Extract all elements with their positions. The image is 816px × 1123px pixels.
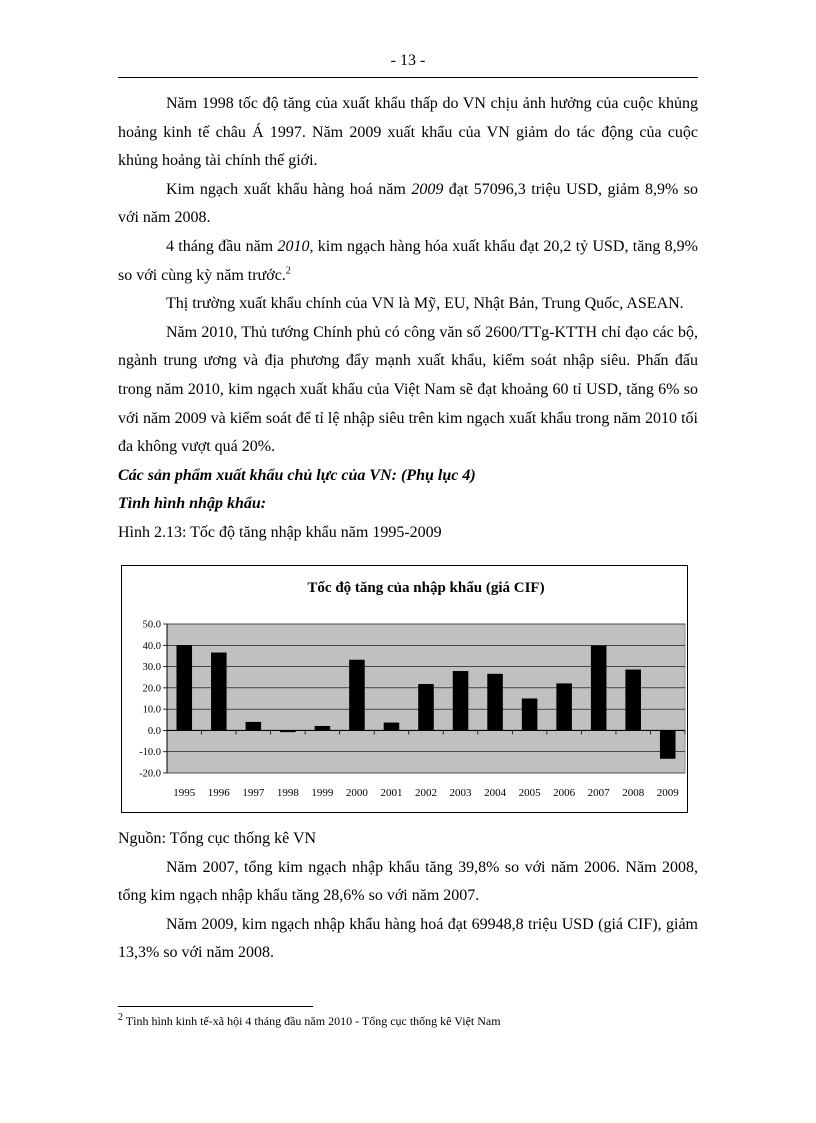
bar-1996 [211,653,227,731]
x-tick-label-1995: 1995 [173,787,196,799]
year-2009: 2009 [411,180,444,198]
y-tick-label: 50.0 [142,619,161,631]
header-rule [118,77,698,78]
bar-2007 [591,646,607,731]
bar-2006 [556,683,572,730]
bar-2000 [349,660,365,731]
import-growth-chart [121,565,688,813]
paragraph-7: Năm 2009, kim ngạch nhập khẩu hàng hoá đạt 69948,8 triệu USD (giá CIF), giảm 13,3% so với năm 2008. [118,915,698,962]
x-tick-label-2003: 2003 [449,787,472,799]
bar-2002 [418,684,434,730]
paragraph-1: Năm 1998 tốc độ tăng của xuất khẩu thấp do VN chịu ảnh hưởng của cuộc khủng hoảng kinh tế châu Á 1997. Năm 2009 xuất khẩu của VN giảm do tác động của cuộc khủng hoảng tài chính thế giới. [118,95,698,170]
paragraph-6: Năm 2007, tổng kim ngạch nhập khẩu tăng 39,8% so với năm 2006. Năm 2008, tổng kim ngạch nhập khẩu tăng 28,6% so với năm 2007. [118,858,698,905]
heading-export-products: Các sản phẩm xuất khẩu chủ lực của VN: (Phụ lục 4) [118,466,476,484]
footnote-reference[interactable]: 2 [285,265,291,277]
x-tick-label-2002: 2002 [415,787,437,799]
source-note: Nguồn: Tổng cục thống kê VN [118,830,317,847]
paragraph-5: Năm 2010, Thủ tướng Chính phủ có công văn số 2600/TTg-KTTH chỉ đạo các bộ, ngành trung ương và địa phương đẩy mạnh xuất khẩu, kiểm soát nhập siêu. Phấn đấu trong năm 2010, kim ngạch xuất khẩu của Việt Nam sẽ đạt khoảng 60 tỉ USD, tăng 6% so với năm 2009 và kiểm soát để tỉ lệ nhập siêu trên kim ngạch xuất khẩu trong năm 2010 tối đa không vượt quá 20%. [118,323,698,456]
x-tick-label-1998: 1998 [276,787,299,799]
y-tick-label: 30.0 [142,662,161,674]
y-tick-label: 0.0 [147,725,161,737]
year-2010: 2010 [277,237,310,255]
y-tick-label: 40.0 [142,640,161,652]
footnote-rule [118,1006,313,1007]
bar-2003 [453,671,469,730]
footnote-mark: 2 [118,1012,123,1023]
chart-title: Tốc độ tăng của nhập khẩu (giá CIF) [307,580,545,596]
y-tick-label: -20.0 [139,768,161,780]
footnote-text: Tình hình kinh tế-xã hội 4 tháng đầu năm 2010 - Tổng cục thống kê Việt Nam [123,1014,501,1028]
x-tick-label-2005: 2005 [518,787,541,799]
x-tick-label-2006: 2006 [553,787,576,799]
bar-1998 [280,730,296,732]
bar-2005 [522,699,538,731]
page-number: - 13 - [390,52,426,69]
body-text-bottom [118,825,698,968]
x-tick-label-2007: 2007 [587,787,610,799]
bar-1997 [246,722,262,731]
x-tick-label-1996: 1996 [207,787,230,799]
bar-1999 [315,726,331,730]
x-tick-label-2001: 2001 [380,787,403,799]
y-tick-label: 20.0 [142,683,161,695]
paragraph-2: Kim ngạch xuất khẩu hàng hoá năm 2009 đạt 57096,3 triệu USD, giảm 8,9% so với năm 2008. [118,180,699,227]
x-tick-label-2008: 2008 [622,787,645,799]
heading-import-situation: Tình hình nhập khẩu: [118,495,267,513]
bar-2001 [384,723,400,731]
bar-1995 [176,645,192,730]
x-tick-label-2004: 2004 [484,787,507,799]
bar-2008 [625,670,641,731]
paragraph-4: Thị trường xuất khẩu chính của VN là Mỹ, EU, Nhật Bản, Trung Quốc, ASEAN. [166,295,684,313]
x-tick-label-1999: 1999 [311,787,334,799]
y-tick-label: 10.0 [142,704,161,716]
figure-caption: Hình 2.13: Tốc độ tăng nhập khẩu năm 1995-2009 [118,523,442,541]
x-tick-label-2009: 2009 [656,787,679,799]
y-tick-label: -10.0 [139,747,161,759]
bar-2009 [660,730,676,758]
paragraph-3: 4 tháng đầu năm 2010, kim ngạch hàng hóa xuất khẩu đạt 20,2 tỷ USD, tăng 8,9% so với cùng kỳ năm trước.$^2$ [118,237,698,284]
body-text-top [118,90,698,548]
footnote [118,1014,698,1029]
x-tick-label-1997: 1997 [242,787,265,799]
bar-2004 [487,674,503,731]
x-tick-label-2000: 2000 [345,787,368,799]
chart-svg [122,566,686,811]
